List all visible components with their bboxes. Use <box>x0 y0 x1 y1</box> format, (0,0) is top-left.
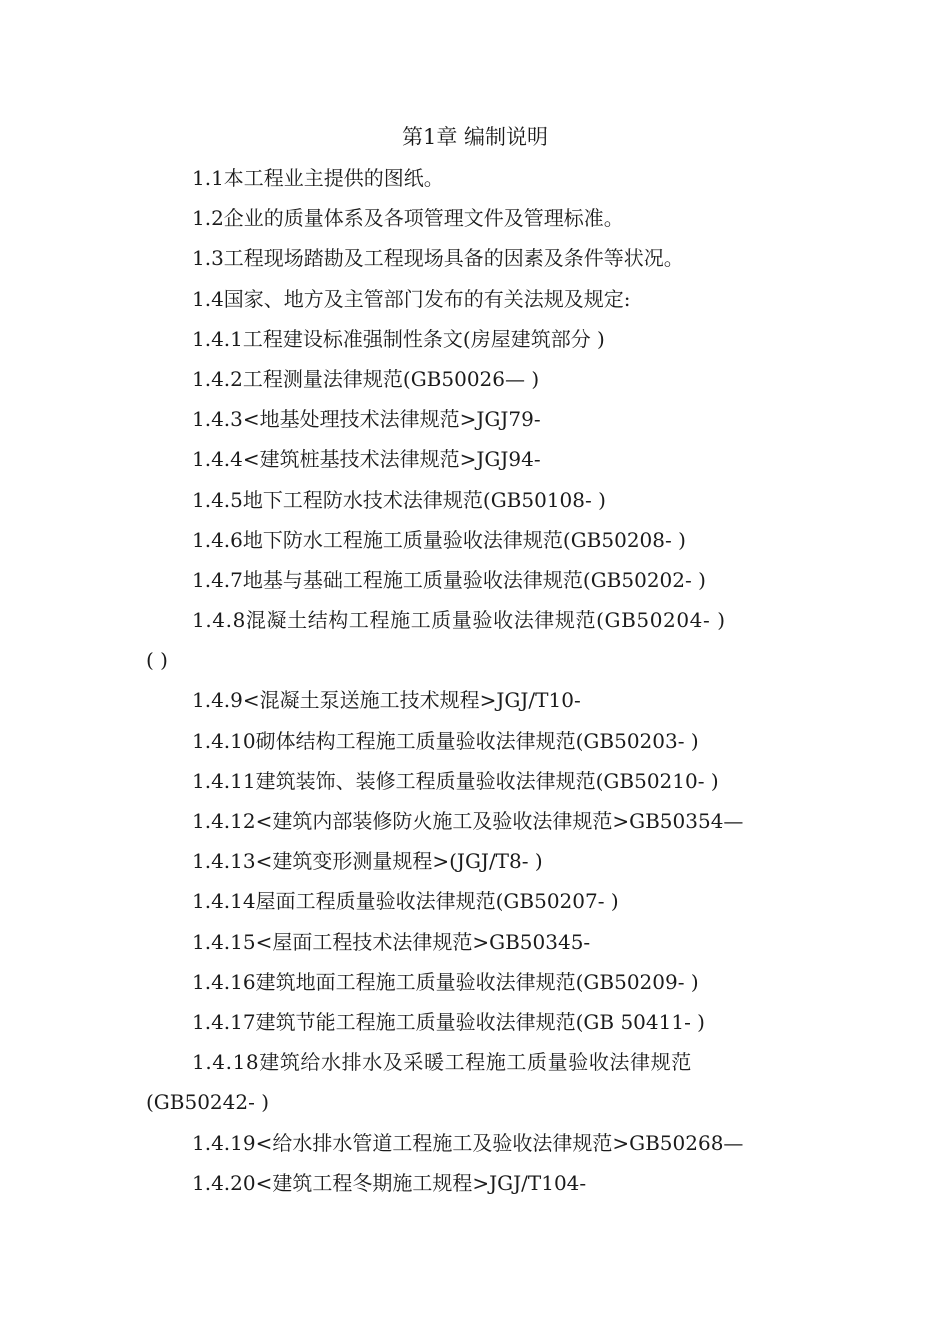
list-item: 1.4.5地下工程防水技术法律规范(GB50108- ) <box>192 487 606 512</box>
list-item: 1.4.9<混凝土泵送施工技术规程>JGJ/T10- <box>192 688 581 713</box>
list-item: 1.1本工程业主提供的图纸。 <box>192 166 444 190</box>
list-item-continuation: (GB50242- ) <box>146 1090 270 1115</box>
chapter-title: 第1章 编制说明 <box>401 125 549 149</box>
list-item: 1.4.13<建筑变形测量规程>(JGJ/T8- ) <box>192 849 543 874</box>
list-item: 1.4.4<建筑桩基技术法律规范>JGJ94- <box>192 447 541 472</box>
list-item: 1.4.8混凝土结构工程施工质量验收法律规范(GB50204- ) <box>192 608 726 633</box>
reference-list <box>146 158 816 1203</box>
list-item-continuation: ( ) <box>146 648 168 673</box>
list-item: 1.4国家、地方及主管部门发布的有关法规及规定: <box>192 286 631 311</box>
list-item: 1.4.19<给水排水管道工程施工及验收法律规范>GB50268— <box>192 1130 744 1155</box>
list-item: 1.4.10砌体结构工程施工质量验收法律规范(GB50203- ) <box>192 728 699 753</box>
list-item: 1.4.12<建筑内部装修防火施工及验收法律规范>GB50354— <box>192 809 744 833</box>
list-item: 1.3工程现场踏勘及工程现场具备的因素及条件等状况。 <box>192 246 684 271</box>
list-item: 1.4.11建筑装饰、装修工程质量验收法律规范(GB50210- ) <box>192 768 719 793</box>
list-item: 1.4.20<建筑工程冬期施工规程>JGJ/T104- <box>192 1170 587 1195</box>
list-item: 1.4.17建筑节能工程施工质量验收法律规范(GB 50411- ) <box>192 1009 705 1034</box>
list-item: 1.4.7地基与基础工程施工质量验收法律规范(GB50202- ) <box>192 567 706 592</box>
list-item: 1.4.15<屋面工程技术法律规范>GB50345- <box>192 929 591 954</box>
list-item: 1.4.3<地基处理技术法律规范>JGJ79- <box>192 407 541 432</box>
list-item: 1.4.14屋面工程质量验收法律规范(GB50207- ) <box>192 889 619 914</box>
list-item: 1.2企业的质量体系及各项管理文件及管理标准。 <box>192 206 624 231</box>
list-item: 1.4.1工程建设标准强制性条文(房屋建筑部分 ) <box>192 326 605 351</box>
list-item: 1.4.2工程测量法律规范(GB50026— ) <box>192 366 540 391</box>
list-item: 1.4.16建筑地面工程施工质量验收法律规范(GB50209- ) <box>192 969 699 994</box>
list-item: 1.4.18建筑给水排水及采暖工程施工质量验收法律规范 <box>192 1050 692 1075</box>
list-item: 1.4.6地下防水工程施工质量验收法律规范(GB50208- ) <box>192 527 686 552</box>
